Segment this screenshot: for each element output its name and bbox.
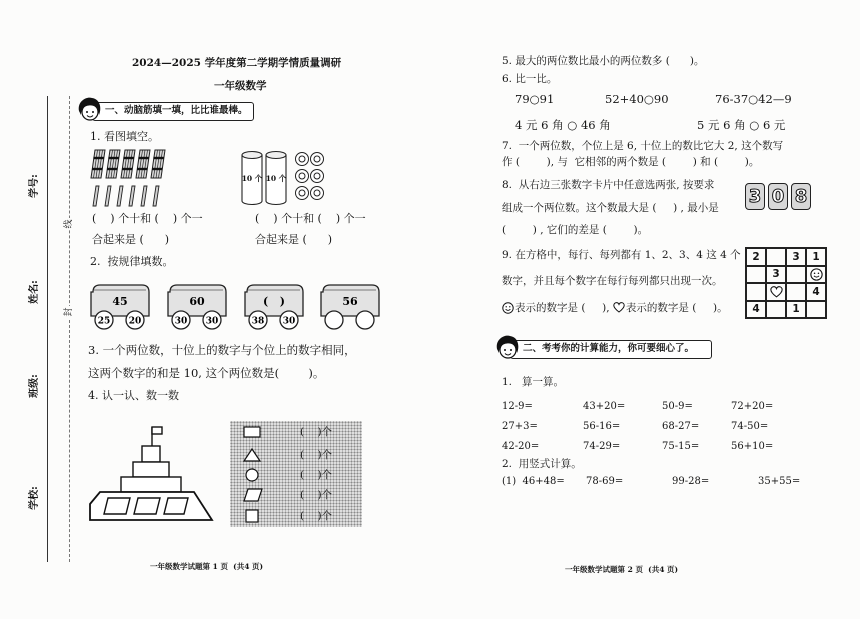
grid-cell [786, 266, 806, 284]
stick-bundle [91, 150, 105, 178]
stick-bundles-figure [90, 149, 168, 209]
cartoon-girl-icon [76, 96, 102, 124]
ship-square [142, 446, 160, 462]
question-7-line-2: 作 ( ), 与 它相邻的两个数是 ( ) 和 ( )。 [502, 156, 760, 168]
question-8-line-1: 8. 从右边三张数字卡片中任意选两张, 按要求 [502, 179, 715, 191]
question-1-right-blank-1: ( ) 个十和 ( ) 个一 [255, 212, 366, 225]
grid-cell: 1 [786, 301, 806, 319]
page-footer: 一年级数学试题第 2 页 (共4 页) [565, 565, 679, 574]
wheel-number: 25 [97, 316, 111, 327]
question-9-line-1: 9. 在方格中，每行、每列都有 1、2、3、4 这 4 个 [502, 249, 741, 261]
shape-count-blank: ( )个 [300, 510, 333, 522]
grid-cell [746, 266, 766, 284]
question-6-label: 6. 比一比。 [502, 73, 558, 85]
cylinder [266, 152, 287, 205]
train-car [242, 280, 306, 330]
stick-bundle [136, 150, 150, 178]
question-3-line-1: 3. 一个两位数，十位上的数字与个位上的数字相同， [88, 343, 356, 357]
wheel-number: 20 [128, 316, 142, 327]
calc-item: 56-16= [583, 421, 621, 432]
single-stick [141, 186, 147, 206]
calc-item: 50-9= [662, 401, 693, 412]
stick-bundle [121, 150, 135, 178]
cylinders-and-counters-figure [240, 150, 326, 208]
train-car [318, 280, 382, 330]
compare-item: 79○91 [515, 92, 555, 106]
calc-item: 72+20= [731, 401, 774, 412]
question-2-label: 2. 按规律填数。 [90, 255, 174, 268]
car-number: ( ) [263, 295, 285, 308]
calc-item: 68-27= [662, 421, 700, 432]
question-1-left-blank-2: 合起来是 ( ) [92, 233, 170, 246]
calc-item: 74-50= [731, 421, 769, 432]
calc-label: 1. 算一算。 [502, 376, 565, 388]
ship-window [104, 498, 130, 514]
grid-cell [766, 283, 786, 301]
class-label: 班级: [29, 374, 40, 398]
ship-window [164, 498, 188, 514]
heart-icon [613, 302, 625, 313]
shape-count-blank: ( )个 [300, 469, 333, 481]
single-stick [153, 186, 159, 206]
ship-rectangle [133, 462, 169, 477]
rectangle-icon [244, 427, 260, 437]
grid-cell [806, 266, 826, 284]
shape-count-blank: ( )个 [300, 426, 333, 438]
wheel-number: 30 [282, 316, 296, 327]
question-5: 5. 最大的两位数比最小的两位数多 ( )。 [502, 55, 705, 67]
page-subtitle: 一年级数学 [214, 80, 267, 92]
shape-count-blank: ( )个 [300, 449, 333, 461]
section-header: 一、动脑筋填一填，比比谁最棒。 [92, 102, 254, 121]
cylinder-label: 10 个 [265, 174, 287, 183]
grid-cell: 1 [806, 248, 826, 266]
grid-cell: 3 [766, 266, 786, 284]
compare-item: 5 元 6 角 ○ 6 元 [697, 118, 786, 132]
car-number: 45 [112, 295, 128, 308]
heart-blank-text: 表示的数字是 ( )。 [625, 302, 728, 314]
number-card: 0 [768, 183, 788, 210]
sudoku-grid [745, 247, 827, 319]
number-cards [745, 183, 811, 210]
grid-cell: 4 [806, 283, 826, 301]
stick-bundle [151, 150, 165, 178]
name-label: 姓名: [29, 280, 40, 304]
cylinder-label: 10 个 [241, 174, 263, 183]
question-3-line-2: 这两个数字的和是 10, 这个两位数是( )。 [88, 366, 325, 380]
vertical-calc-item: 35+55= [758, 476, 801, 487]
calc-item: 27+3= [502, 421, 538, 432]
calc-item: 43+20= [583, 401, 626, 412]
shape-ship-figure [86, 424, 214, 522]
question-1-right-blank-2: 合起来是 ( ) [255, 233, 333, 246]
parallelogram-icon [244, 489, 262, 501]
binding-line [47, 96, 48, 562]
page-footer: 一年级数学试题第 1 页 (共4 页) [150, 562, 264, 571]
train-car [88, 280, 152, 330]
question-8-line-3: ( ) , 它们的差是 ( )。 [502, 224, 649, 236]
question-1-label: 1. 看图填空。 [90, 130, 159, 143]
ship-window [134, 498, 160, 514]
cylinder [242, 152, 263, 205]
question-9-line-3 [502, 300, 728, 315]
triangle-icon [244, 449, 260, 461]
seal-mark: 线 [64, 219, 74, 229]
ship-wide-rectangle [121, 477, 181, 492]
grid-cell [766, 301, 786, 319]
single-stick [93, 186, 99, 206]
seal-line [69, 96, 70, 562]
shape-count-panel [230, 421, 362, 527]
vertical-calc-item: (1) 46+48= [502, 476, 565, 487]
vertical-calc-label: 2. 用竖式计算。 [502, 458, 582, 470]
shape-count-blank: ( )个 [300, 489, 333, 501]
question-1-left-blank-1: ( ) 个十和 ( ) 个一 [92, 212, 203, 225]
grid-cell [766, 248, 786, 266]
single-stick [129, 186, 135, 206]
question-9-line-2: 数字，并且每个数字在每行每列都只出现一次。 [502, 275, 723, 287]
stick-bundle [106, 150, 120, 178]
section-header: 二、考考你的计算能力，你可要细心了。 [510, 340, 712, 359]
grid-cell: 4 [746, 301, 766, 319]
grid-cell [806, 301, 826, 319]
grid-cell: 2 [746, 248, 766, 266]
grid-cell [746, 283, 766, 301]
calc-item: 42-20= [502, 441, 540, 452]
school-label: 学校: [29, 486, 40, 510]
grid-cell [786, 283, 806, 301]
train-car [165, 280, 229, 330]
calc-item: 74-29= [583, 441, 621, 452]
calc-item: 56+10= [731, 441, 774, 452]
question-4-label: 4. 认一认、数一数 [88, 389, 179, 402]
smiley-icon [810, 268, 823, 281]
calc-item: 75-15= [662, 441, 700, 452]
calc-item: 12-9= [502, 401, 533, 412]
car-number: 60 [189, 295, 205, 308]
ship-flag [152, 427, 162, 434]
wheel-number: 30 [174, 316, 188, 327]
compare-item: 52+40○90 [605, 92, 669, 106]
wheel-number: 30 [205, 316, 219, 327]
wheel-number: 38 [251, 316, 265, 327]
grid-cell: 3 [786, 248, 806, 266]
single-stick [105, 186, 111, 206]
vertical-calc-item: 78-69= [586, 476, 624, 487]
circle-icon [246, 469, 258, 481]
square-icon [246, 510, 258, 522]
number-card: 8 [791, 183, 811, 210]
smiley-icon [502, 302, 514, 314]
seal-mark: 封 [64, 307, 74, 317]
single-stick [117, 186, 123, 206]
smiley-blank-text: 表示的数字是 ( ), [515, 302, 613, 314]
vertical-calc-item: 99-28= [672, 476, 710, 487]
compare-item: 4 元 6 角 ○ 46 角 [515, 118, 611, 132]
question-7-line-1: 7. 一个两位数，个位上是 6, 十位上的数比它大 2, 这个数写 [502, 140, 784, 152]
compare-item: 76-37○42—9 [715, 92, 792, 106]
number-card: 3 [745, 183, 765, 210]
car-number: 56 [342, 295, 358, 308]
student-id-label: 学号: [29, 174, 40, 198]
page-title: 2024—2025 学年度第二学期学情质量调研 [132, 57, 342, 69]
question-8-line-2: 组成一个两位数。这个数最大是 ( ) , 最小是 [502, 202, 719, 214]
heart-icon [770, 286, 783, 298]
cartoon-girl-icon [494, 334, 520, 362]
